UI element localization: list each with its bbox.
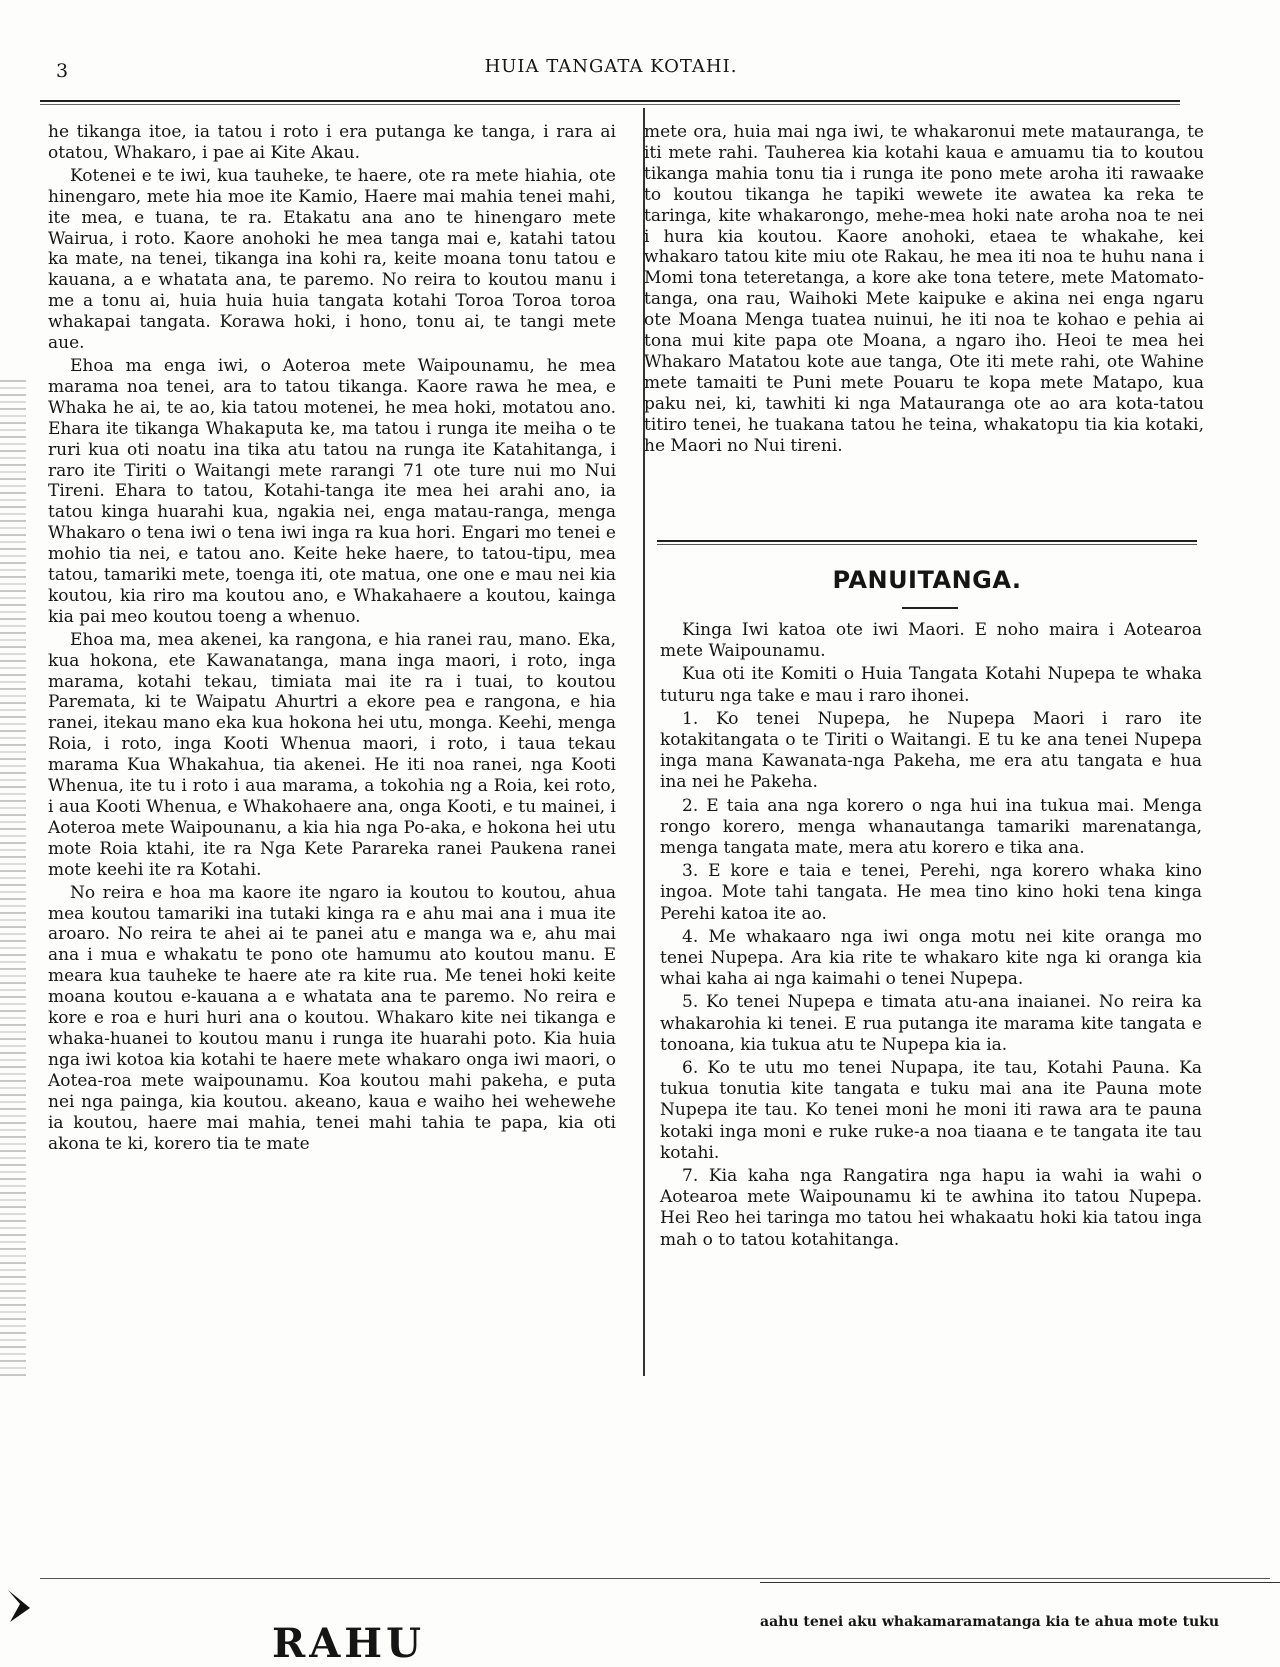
paragraph: Ehoa ma enga iwi, o Aoteroa mete Waipounamu, he mea marama noa tenei, ara to tatou tikanga. Kaore rawa he mea, e Whaka he ai, te ao, kia tatou motenei, he mea hoki, motatou ano. Ehara ite tikanga Whakaputa ke, ma tatou i runga ite meiha o te ruri kua oti noatu ina tika atu tatou na runga ite Katahitanga, i raro ite Tiriti o Waitangi mete rarangi 71 ote ture nui mo Nui Tireni. Ehara to tatou, Kotahi-tanga ite mea hei arahi ano, ia tatou kinga huarahi kua, ngakia nei, enga matau-ranga, menga Whakaro o tena iwi o tena iwi inga ra kua hori. Engari mo tenei e mohio tia nei, e tatou ano. Keite heke haere, to tatou-tipu, mea tatou, tamariki mete, toenga iti, ote matua, one one e mau nei kia koutou, kia riro ma koutou ano, e Whakahaere a koutou, kainga kia pai meo koutou toeng a whenuo. — [48, 355, 616, 627]
footer-rule — [40, 1578, 1270, 1579]
paragraph: No reira e hoa ma kaore ite ngaro ia koutou to koutou, ahua mea koutou tamariki ina tutaki kinga ra e ahu mai ana i mua ite aroaro. No reira te ahei ai te panei atu e manga wa e, ahu mai ana i mua e whakatu te pono ote hamumu ato koutou manu. E meara kua tauheke te haere ate ra kite rua. Me tenei hoki keite moana koutou e-kauana a e whatata ana te paremo. No reira e kore e roa e huri huri ana o koutou. Whakaro kite nei tikanga e whaka-huanei to koutou manu i runga ite huarahi poto. Kia huia nga iwi kotoa kia kotahi te haere mete whakaro onga iwi maori, o Aotea-roa mete waipounamu. Koa koutou mahi pakeha, e puta nei nga painga, kia koutou. akeano, kaua e waiho hei wehewehe ia koutou, haere mai mahia, tenei mahi tahia te papa, kia oti akona te ki, korero tia te mate — [48, 882, 616, 1154]
notice-paragraph: Kua oti ite Komiti o Huia Tangata Kotahi Nupepa te whaka tuturu nga take e mau i raro ihonei. — [660, 664, 1202, 706]
notice-paragraph: 3. E kore e taia e tenei, Perehi, nga korero whaka kino ingoa. Mote tahi tangata. He mea tino kino hoki tena kinga Perehi katoa ite ao. — [660, 861, 1202, 924]
notice-body — [660, 620, 1202, 1253]
scan-shadow-edge — [0, 380, 26, 1380]
right-column-top — [644, 122, 1204, 459]
next-page-text-fragment: aahu tenei aku whakamaramatanga kia te ahua mote tuku — [760, 1614, 1220, 1630]
page-corner-mark — [6, 1586, 36, 1626]
paragraph: Ehoa ma, mea akenei, ka rangona, e hia ranei rau, mano. Eka, kua hokona, ete Kawanatanga, mana inga maori, i roto, inga marama, kotahi tekau, timiata mai ite ra i tuai, to koutou Paremata, ki te Waipatu Ahurtri a ekore pea e rangona, e hia ranei, itekau mano eka kua hokona hei utu, monga. Keehi, menga Roia, i roto, inga Kooti Whenua maori, i roto, i taua tekau marama Kua Whakahua, tia akenei. He iti noa ranei, nga Kooti Whenua, ite tu i roto i aua marama, a tokohia ng a Roia, kei roto, i aua Kooti Whenua, e Whakohaere ana, onga Kooti, e tu mainei, i Aoteroa mete Waipounanu, a kia hia nga Po-aka, e hokona hei utu mote Roia ktahi, ite ra Nga Kete Parareka ranei Paukena ranei mote keehi ite ra Kotahi. — [48, 629, 616, 880]
notice-paragraph: 6. Ko te utu mo tenei Nupapa, ite tau, Kotahi Pauna. Ka tukua tonutia kite tangata e tuku mai ana ite Pauna mote Nupepa ite tau. Ko tenei moni he moni iti rawa ara te pauna kotaki inga moni e ruke ruke-a noa tiaana e te tangata ite tau kotahi. — [660, 1058, 1202, 1163]
notice-paragraph: 2. E taia ana nga korero o nga hui ina tukua mai. Menga rongo korero, menga whanautanga tamariki marenatanga, menga tangata mate, mera atu korero e tika ana. — [660, 795, 1202, 859]
notice-paragraph: 7. Kia kaha nga Rangatira nga hapu ia wahi ia wahi o Aotearoa mete Waipounamu ki te awhina ito tatou Nupepa. Hei Reo hei taringa mo tatou hei whakaatu hoki kia tatou inga mah o to tatou kotahitanga. — [660, 1166, 1202, 1250]
notice-paragraph: Kinga Iwi katoa ote iwi Maori. E noho maira i Aotearoa mete Waipounamu. — [660, 620, 1202, 662]
page-number: 3 — [56, 60, 69, 82]
notice-paragraph: 1. Ko tenei Nupepa, he Nupepa Maori i raro ite kotakitangata o te Tiriti o Waitangi. E tu ke ana tenei Nupepa inga mana Kawanata-nga Pakeha, me era atu tangata e hua ina nei he Pakeha. — [660, 708, 1202, 793]
running-title: HUIA TANGATA KOTAHI. — [484, 56, 738, 77]
paragraph: mete ora, huia mai nga iwi, te whakaronui mete matauranga, te iti mete rahi. Tauherea kia kotahi kaua e amuamu tia to koutou tikanga mahia tonu tia i runga ite pono mete aroha iti rawaake to koutou tikanga he tapiki wewete ite awatea ka reka te taringa, kite whakarongo, mehe-mea hoki nate aroha noa te nei i hura kia koutou. Kaore anohoki, etaea te whakahe, kei whakaro tatou kite miu ote Rakau, he mea iti noa te huhu nana i Momi tona teteretanga, a kore ake tona tetere, mete Matomato-tanga, ona rau, Waihoki Mete kaipuke e akina nei enga ngaru ote Moana Menga tuatea nuinui, he iti noa te kohao e pehia ai tona mui kite papa ote Moana, a ngaro iho. Heoi te mea hei Whakaro Matatou kote aue tanga, Ote iti mete rahi, ote Wahine mete tamaiti te Puni mete Pouaru te kopa mete Matapo, kua paku nei, ki, tawhiti ki nga Matauranga ote ao ara kota-tatou titiro tenei, he tuakana tatou he teina, whakatopu tia kia kotaki, he Maori no Nui tireni. — [644, 122, 1204, 456]
next-page-heading-fragment: RAHU — [272, 1620, 425, 1667]
notice-paragraph: 4. Me whakaaro nga iwi onga motu nei kite oranga mo tenei Nupepa. Ara kia rite te whakaro kite nga ki oranga kia whai kaha ai nga kaimahi o tenei Nupepa. — [660, 926, 1202, 990]
paragraph: he tikanga itoe, ia tatou i roto i era putanga ke tanga, i rara ai otatou, Whakaro, i pae ai Kite Akau. — [48, 122, 616, 163]
footer-rule-secondary — [760, 1582, 1280, 1583]
paragraph: Kotenei e te iwi, kua tauheke, te haere, ote ra mete hiahia, ote hinengaro, mete hia moe ite Kamio, Haere mai mahia tenei mahi, ite mea, e tuana, te ra. Etakatu ana ano te hinengaro mete Wairua, i roto. Kaore anohoki he mea tanga mai e, katahi tatou ka mate, na tenei, tikanga ina kohi ra, keite moana tonu tatou e kauana, a e whatata ana, te paremo. No reira to koutou manu i me a tonu ai, huia huia huia tangata kotahi Toroa Toroa toroa whakapai tangata. Korawa hoki, i hono, tonu ai, te tangi mete aue. — [48, 165, 616, 354]
header-rule — [40, 100, 1180, 105]
notice-paragraph: 5. Ko tenei Nupepa e timata atu-ana inaianei. No reira ka whakarohia ki tenei. E rua putanga ite marama kite tangata e tonoana, kia tukua atu te Nupepa kia ia. — [660, 992, 1202, 1055]
section-rule — [657, 540, 1197, 545]
left-column — [48, 122, 616, 1156]
notice-title-underline — [902, 607, 958, 609]
notice-title: PANUITANGA. — [832, 566, 1022, 594]
